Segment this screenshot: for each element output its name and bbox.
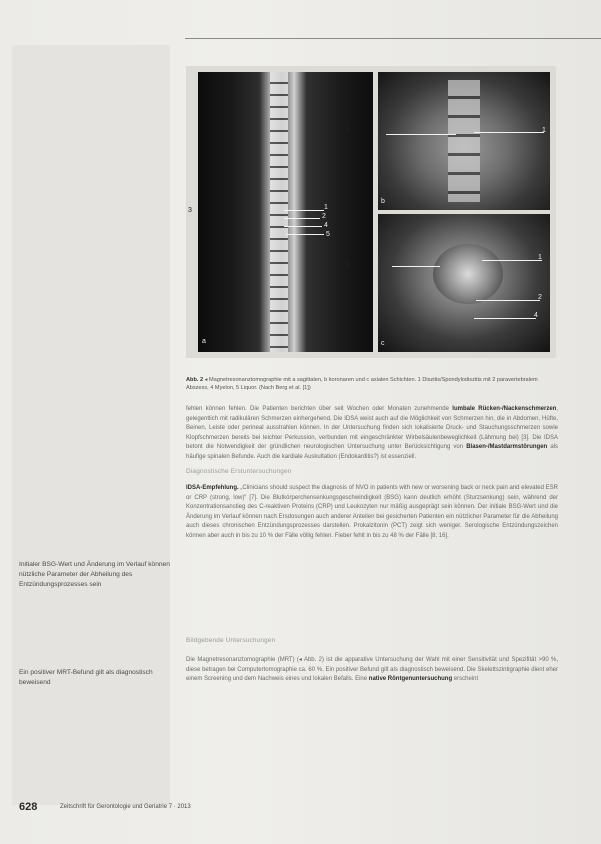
text: Die Magnetresonanztomographie (MRT) (◂ Abb. 2) ist die apparative Untersuchung der Wahl mit einer Sensitivität und Spezifität >90 %, diese betragen bei Computertomographie ca. 60 %. Ein positiver Befund gilt als diagnostisch beweisend. Die Skelettszintigraphie dient eher einem Screening und dem Nachweis eines und lokalen Befalls. Eine: [186, 657, 558, 683]
pointer-line: [386, 134, 456, 135]
bold-term: Blasen-/Mastdarmstörungen: [466, 444, 548, 451]
pointer-line: [474, 132, 544, 133]
mri-axial-image: [378, 214, 550, 352]
label-c-3: 3: [346, 262, 350, 269]
lesion: [433, 244, 503, 304]
quote-text: „Clinicians should suspect the diagnosis of NVO in patients with new or worsening back or neck pain and elevated ESR or CRP (strong, low)“ [7].: [186, 485, 558, 501]
paragraph-idsa: [186, 484, 558, 542]
text: fehlen können fehlen. Die Patienten berichten über seit Wochen oder Monaten zunehmende: [186, 406, 449, 412]
paragraph-imaging: [186, 656, 558, 685]
pointer-line: [482, 260, 542, 261]
vertebrae: [448, 80, 480, 202]
pointer-line: [284, 226, 322, 227]
label-c-2: 2: [538, 294, 542, 301]
spine-column: [270, 72, 288, 352]
margin-column: [12, 45, 170, 805]
label-b-1: 1: [542, 127, 546, 134]
header-rule: [185, 38, 601, 39]
caption-label: Abb. 2: [186, 377, 204, 383]
pointer-line: [286, 234, 324, 235]
panel-label-c: c: [381, 340, 385, 347]
page-number: 628: [19, 801, 38, 813]
text: , gelegentlich mit radikulären Schmerzen einhergehend. Die IDSA weist auch auf die Möglichkeit von Schmerzen hin, die in Abdomen, Hüfte, Beinen, Leiste oder perineal ausstrahlen können. In der Untersuchung finden sich lokalisierte Druck- und Stauchungsschmerzen sowie Klopfschmerzen bereits bei leichter Perkussion, verbunden mit eingeschränkter Wirbelsäulenbeweglichkeit (Lähmung bei) [3]. Die IDSA betont die Notwendigkeit der gründlichen neurologischen Untersuchung unter Berücksichtigung von: [186, 406, 558, 451]
label-2: 2: [322, 213, 326, 220]
margin-note-bsg: Initialer BSG-Wert und Änderung im Verlauf können nützliche Parameter der Abheilung des Entzündungsprozesses sein: [19, 561, 170, 588]
paragraph-symptoms: [186, 405, 558, 463]
figure-caption: [186, 376, 558, 392]
panel-label-a: a: [202, 338, 206, 345]
mri-coronal-image: [378, 72, 550, 210]
bold-term: lumbale Rücken-/Nackenschmerzen: [452, 406, 557, 412]
journal-title: Zeitschrift für Gerontologie und Geriatrie 7 · 2013: [60, 804, 191, 810]
label-3: 3: [188, 207, 192, 214]
bold-term: IDSA-Empfehlung.: [186, 485, 239, 491]
text: Die Blutkörperchensenkungsgeschwindigkeit (BSG) kann deutlich erhöht (Sturzsenkung) sein, während der Konzentrationsanstieg des C-reaktiven Proteins (CRP) und Leukozyten nur mäßig ausgeprägt sein können. Der initiale BSG-Wert und die Änderung im Verlauf können nach Ersdosungen auch anderer Anteilen bei gesicherten Patienten ein nützlicher Parameter für die Abheilung auch dieses chronischen Entzündungsprozesses darstellen. Prokalzitonin (PCT) zeigt sich weniger. Serologische Entzündungszeichen können aber auch in bis zu 10 % der Fälle völlig fehlen. Fieber fehlt in bis zu 48 % der Fälle [8, 16].: [186, 494, 558, 539]
label-1: 1: [324, 204, 328, 211]
label-c-1: 1: [538, 254, 542, 261]
text: erscheint: [452, 676, 479, 683]
label-4: 4: [324, 222, 328, 229]
panel-label-b: b: [381, 198, 385, 205]
text: als häufige spinalen Befunde. Auch die kardiale Auskultation (Endokarditis?) ist essenziell.: [186, 444, 558, 460]
figure-mri: [186, 66, 556, 358]
pointer-line: [474, 318, 536, 319]
label-5: 5: [326, 231, 330, 238]
pointer-line: [392, 266, 440, 267]
section-heading-imaging: Bildgebende Untersuchungen: [186, 637, 276, 644]
caption-text: ◂ Magnetresonanztomographie mit a sagittalen, b koronaren und c axialen Schichten. 1 Diszitis/Spondylodiszitis mit 2 paravertebralem Abszess, 4 Myelon, 5 Liquor. (Nach Berg et al. [1]): [186, 377, 538, 391]
bold-term: native Röntgenuntersuchung: [368, 676, 453, 683]
section-heading-diagnostics: Diagnostische Erstuntersuchungen: [186, 468, 292, 475]
pointer-line: [476, 300, 540, 301]
label-b-3: 3: [346, 126, 350, 133]
label-c-4: 4: [534, 312, 538, 319]
margin-note-mrt: Ein positiver MRT-Befund gilt als diagnostisch beweisend: [19, 669, 153, 686]
mri-sagittal-image: [198, 72, 373, 352]
pointer-line: [284, 210, 324, 211]
pointer-line: [284, 218, 320, 219]
